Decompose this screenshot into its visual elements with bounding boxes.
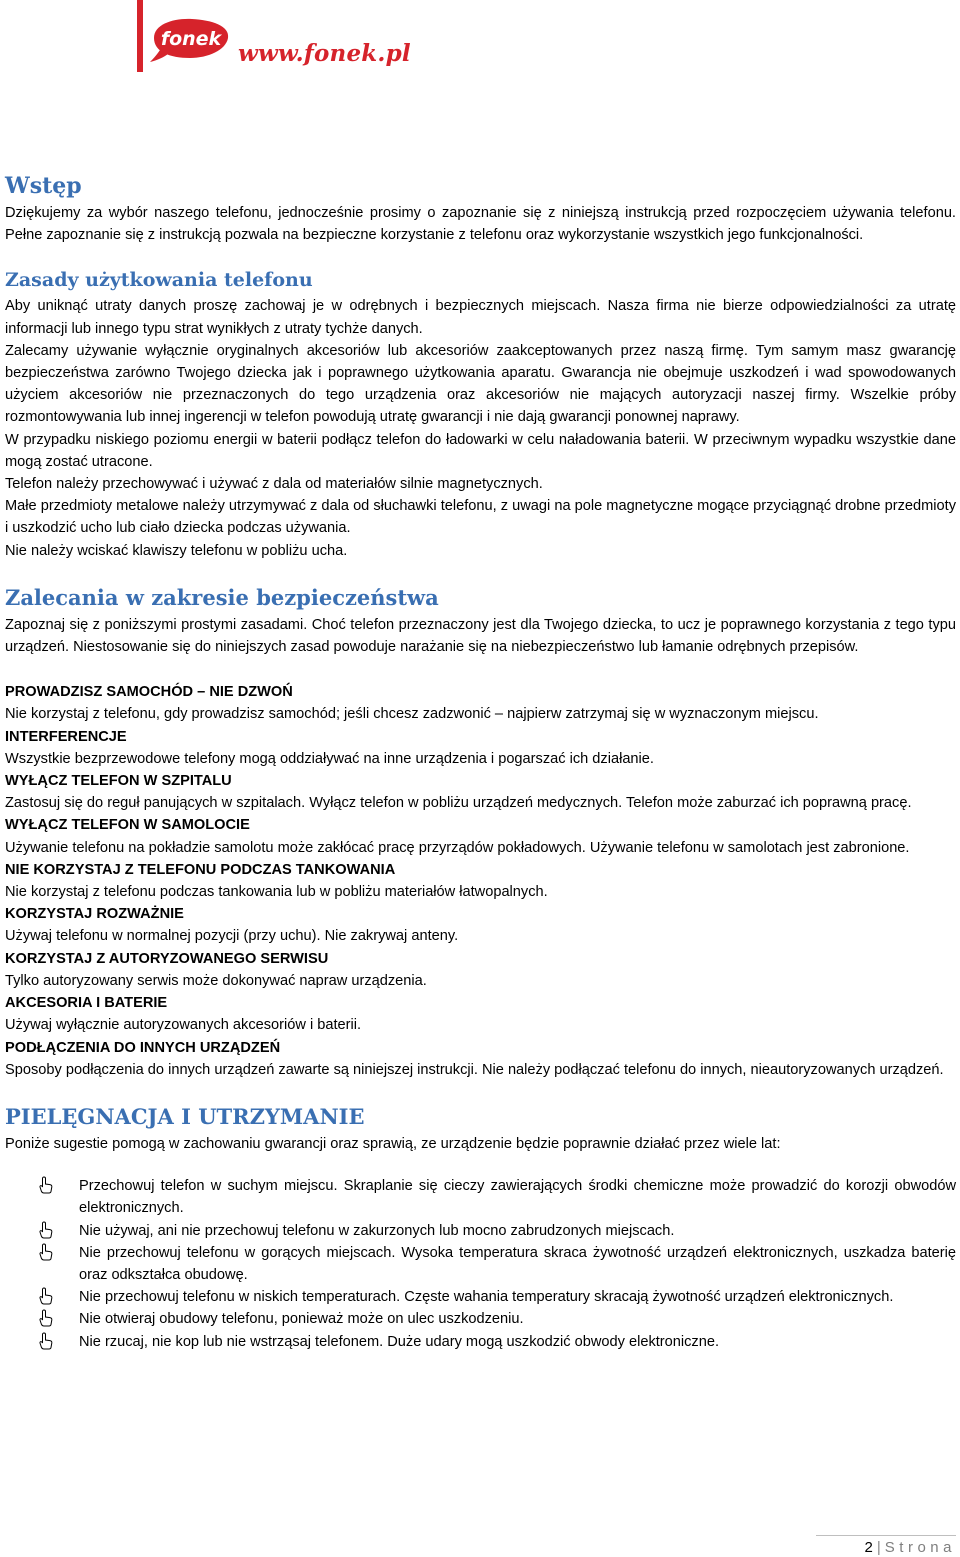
topic-text: Używaj telefonu w normalnej pozycji (przy uchu). Nie zakrywaj anteny. (5, 928, 459, 945)
topic-heading: PROWADZISZ SAMOCHÓD – NIE DZWOŃ (5, 684, 293, 701)
topic-heading: KORZYSTAJ Z AUTORYZOWANEGO SERWISU (5, 950, 329, 967)
tip-text: Nie rzucaj, nie kop lub nie wstrząsaj telefonem. Duże udary mogą uszkodzić obwody elektroniczne. (79, 1333, 720, 1350)
topic-heading: KORZYSTAJ ROZWAŻNIE (5, 906, 184, 923)
pointing-hand-icon (39, 1309, 53, 1327)
pointing-hand-icon (39, 1243, 53, 1261)
topic-heading: INTERFERENCJE (5, 728, 127, 745)
fonek-logo (150, 16, 232, 62)
list-item (5, 1286, 956, 1308)
usage-paragraphs (5, 295, 956, 561)
usage-paragraph: Telefon należy przechowywać i używać z dala od materiałów silnie magnetycznych. (5, 476, 543, 493)
footer-separator: | (876, 1539, 881, 1556)
topic-heading: WYŁĄCZ TELEFON W SAMOLOCIE (5, 817, 250, 834)
care-tips-list (5, 1175, 956, 1353)
usage-paragraph: Zalecamy używanie wyłącznie oryginalnych akcesoriów lub akcesoriów zaakceptowanych przez naszą firmę. Tym samym masz gwarancję bezpieczeństwa zarówno Twojego dziecka jak i poprawnego użytkowania aparatu. Gwarancja nie obejmuje uszkodzeń i wad spowodowanych użyciem akcesoriów nie przeznaczonych do tego urządzenia oraz akcesoriów nie mających autoryzacji naszej firmy. Wszelkie próby rozmontowywania lub innej ingerencji w telefon powodują utratę gwarancji i nie dają gwarancji ponownej naprawy. (5, 342, 956, 426)
topic-text: Zastosuj się do reguł panujących w szpitalach. Wyłącz telefon w pobliżu urządzeń medycznych. Telefon może zaburzać ich poprawną pracę. (5, 795, 912, 812)
page-number-label (865, 1539, 956, 1556)
safety-topics (5, 681, 956, 1081)
usage-paragraph: W przypadku niskiego poziomu energii w baterii podłącz telefon do ładowarki w celu naładowania baterii. W przeciwnym wypadku wszystkie dane mogą zostać utracone. (5, 431, 956, 470)
section-title-care: PIELĘGNACJA I UTRZYMANIE (5, 1103, 365, 1129)
list-item (5, 1331, 956, 1353)
topic-text: Używaj wyłącznie autoryzowanych akcesoriów i baterii. (5, 1017, 362, 1034)
svg-text:fonek: fonek (160, 28, 222, 50)
usage-paragraph: Małe przedmioty metalowe należy utrzymywać z dala od słuchawki telefonu, z uwagi na pole magnetyczne mogące przyciągnąć drobne przedmioty i uszkodzić ucho lub ciało dziecka podczas używania. (5, 498, 956, 537)
usage-paragraph: Aby uniknąć utraty danych proszę zachowaj je w odrębnych i bezpiecznych miejscach. Nasza firma nie bierze odpowiedzialności za utratę informacji lub innego typu strat wynikłych z utraty tychże danych. (5, 298, 956, 337)
pointing-hand-icon (39, 1221, 53, 1239)
topic-heading: NIE KORZYSTAJ Z TELEFONU PODCZAS TANKOWANIA (5, 861, 396, 878)
list-item (5, 1175, 956, 1219)
tip-text: Nie przechowuj telefonu w gorących miejscach. Wysoka temperatura skraca żywotność urządzeń elektronicznych, uszkadza baterię oraz odkształca obudowę. (79, 1244, 956, 1283)
pointing-hand-icon (39, 1176, 53, 1194)
page-number: 2 (864, 1539, 873, 1556)
page-word: Strona (884, 1539, 956, 1556)
tip-text: Nie otwieraj obudowy telefonu, ponieważ może on ulec uszkodzeniu. (79, 1311, 524, 1328)
list-item (5, 1242, 956, 1286)
topic-text: Nie korzystaj z telefonu, gdy prowadzisz samochód; jeśli chcesz zadzwonić – najpierw zatrzymaj się w wyznaczonym miejscu. (5, 706, 819, 723)
site-url: www.fonek.pl (238, 40, 411, 67)
footer-divider (816, 1535, 956, 1536)
page-footer (816, 1533, 956, 1557)
tip-text: Nie używaj, ani nie przechowuj telefonu w zakurzonych lub mocno zabrudzonych miejscach. (79, 1222, 675, 1239)
tip-text: Przechowuj telefon w suchym miejscu. Skraplanie się cieczy zawierających środki chemiczne może prowadzić do korozji obwodów elektronicznych. (79, 1178, 956, 1217)
intro-paragraph: Dziękujemy za wybór naszego telefonu, jednocześnie prosimy o zapoznanie się z niniejszą instrukcją przed rozpoczęciem używania telefonu. Pełne zapoznanie się z instrukcją pozwala na bezpieczne korzystanie z telefonu oraz wykorzystanie wszystkich jego funkcjonalności. (5, 205, 956, 244)
pointing-hand-icon (39, 1287, 53, 1305)
list-item (5, 1308, 956, 1330)
topic-text: Nie korzystaj z telefonu podczas tankowania lub w pobliżu materiałów łatwopalnych. (5, 884, 548, 901)
topic-heading: AKCESORIA I BATERIE (5, 995, 168, 1012)
section-title-safety: Zalecania w zakresie bezpieczeństwa (5, 584, 439, 610)
safety-intro: Zapoznaj się z poniższymi prostymi zasadami. Choć telefon przeznaczony jest dla Twojego dziecka, to ucz je poprawnego korzystania z tego typu urządzeń. Niestosowanie się do niniejszych zasad powoduje narażanie się na niebezpieczeństwo lub łamanie odrębnych przepisów. (5, 616, 956, 656)
tip-text: Nie przechowuj telefonu w niskich temperaturach. Częste wahania temperatury skracają żywotność urządzeń elektronicznych. (79, 1289, 894, 1306)
pointing-hand-icon (39, 1332, 53, 1350)
topic-text: Tylko autoryzowany serwis może dokonywać napraw urządzenia. (5, 972, 427, 989)
topic-text: Sposoby podłączenia do innych urządzeń zawarte są niniejszej instrukcji. Nie należy podłączać telefonu do innych, nieautoryzowanych urządzeń. (5, 1061, 944, 1078)
topic-text: Wszystkie bezprzewodowe telefony mogą oddziaływać na inne urządzenia i pogarszać ich działanie. (5, 750, 654, 767)
topic-heading: WYŁĄCZ TELEFON W SZPITALU (5, 773, 232, 790)
page-content (5, 172, 956, 1353)
usage-paragraph: Nie należy wciskać klawiszy telefonu w pobliżu ucha. (5, 542, 348, 559)
section-title-usage: Zasady użytkowania telefonu (5, 269, 313, 292)
section-title-intro: Wstęp (5, 173, 82, 199)
logo-red-bar (137, 0, 143, 72)
topic-heading: PODŁĄCZENIA DO INNYCH URZĄDZEŃ (5, 1039, 281, 1056)
topic-text: Używanie telefonu na pokładzie samolotu może zakłócać pracę przyrządów pokładowych. Używanie telefonu w samolotach jest zabronione. (5, 839, 910, 856)
list-item (5, 1220, 956, 1242)
care-intro: Poniże sugestie pomogą w zachowaniu gwarancji oraz sprawią, ze urządzenie będzie poprawnie działać przez wiele lat: (5, 1135, 781, 1152)
